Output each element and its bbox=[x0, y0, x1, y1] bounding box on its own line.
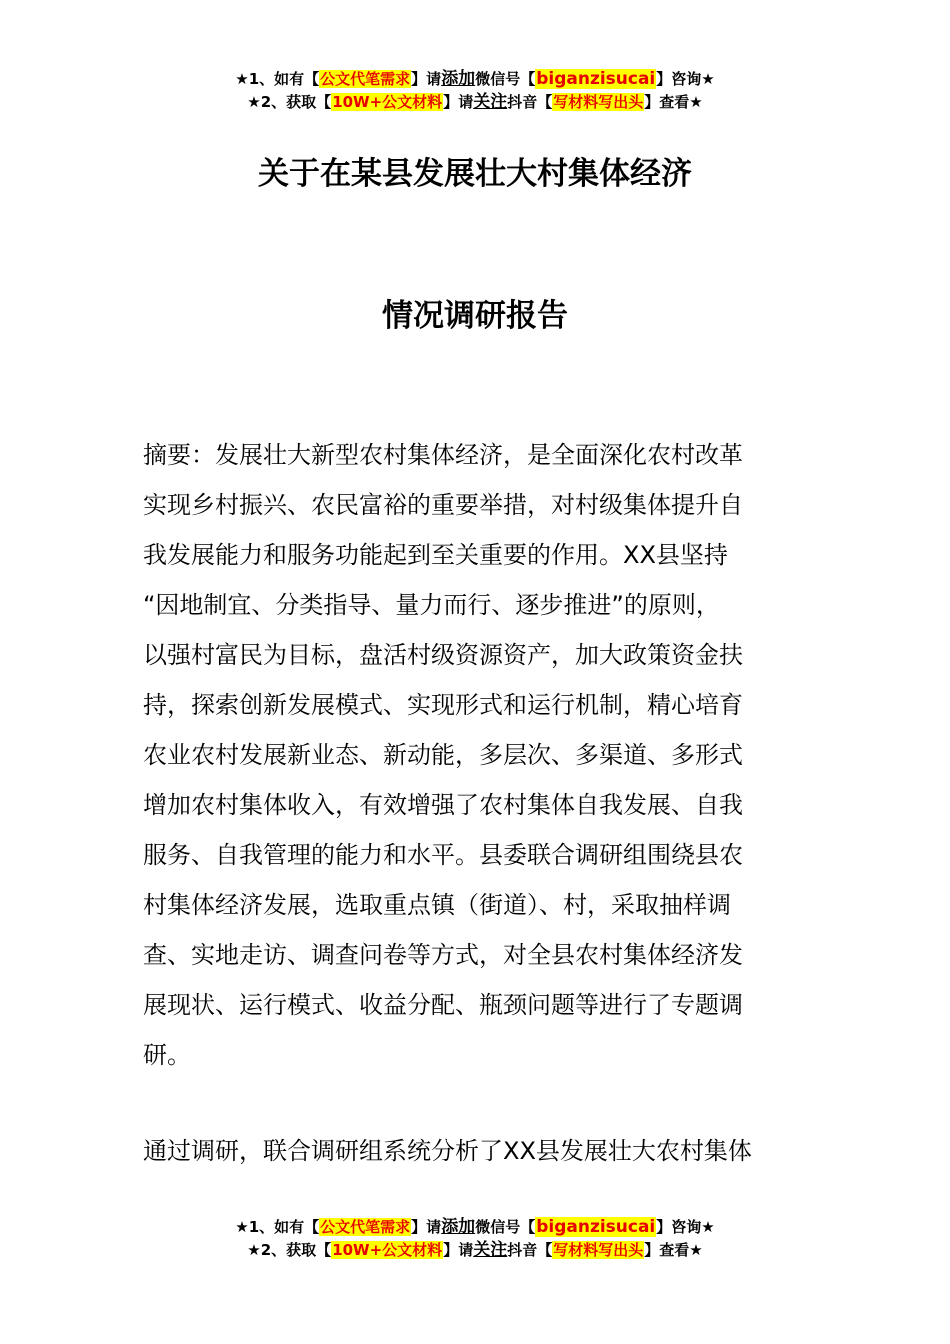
promo-text: 微信号【 bbox=[475, 70, 536, 88]
paragraph-line: 服务、自我管理的能力和水平。县委联合调研组围绕县农 bbox=[143, 841, 743, 869]
promo-text: 】请 bbox=[411, 70, 442, 88]
promo-text: 】查看★ bbox=[644, 1241, 703, 1259]
promo-highlight-douyin: 写材料写出头 bbox=[553, 93, 644, 111]
paragraph-line: 农业农村发展新业态、新动能，多层次、多渠道、多形式 bbox=[143, 741, 743, 769]
promo-highlight-materials: 10W+公文材料 bbox=[332, 1241, 443, 1259]
promo-highlight-douyin: 写材料写出头 bbox=[553, 1241, 644, 1259]
promo-text: 微信号【 bbox=[475, 1218, 536, 1236]
promo-footer-bottom bbox=[0, 1216, 950, 1262]
paragraph-line: 摘要：发展壮大新型农村集体经济，是全面深化农村改革 bbox=[143, 441, 743, 469]
promo-line-1 bbox=[0, 68, 950, 91]
promo-underlined-follow: 关注 bbox=[473, 1240, 508, 1260]
body-paragraph-2 bbox=[143, 1126, 807, 1176]
paragraph-line: 实现乡村振兴、农民富裕的重要举措，对村级集体提升自 bbox=[143, 491, 743, 519]
promo-underlined-add: 添加 bbox=[441, 69, 476, 89]
document-title-line-2: 情况调研报告 bbox=[382, 298, 568, 334]
promo-highlight-materials: 10W+公文材料 bbox=[332, 93, 443, 111]
promo-highlight-service: 公文代笔需求 bbox=[320, 70, 411, 88]
promo-highlight-wechat-id: biganzisucai bbox=[536, 1217, 656, 1237]
paragraph-line: 持，探索创新发展模式、实现形式和运行机制，精心培育 bbox=[143, 691, 743, 719]
promo-text: ★2、获取【 bbox=[247, 93, 332, 111]
promo-underlined-follow: 关注 bbox=[473, 92, 508, 112]
promo-text: 抖音【 bbox=[507, 93, 553, 111]
promo-line-2 bbox=[0, 1239, 950, 1262]
promo-text: ★1、如有【 bbox=[235, 1218, 320, 1236]
promo-text: 抖音【 bbox=[507, 1241, 553, 1259]
promo-underlined-add: 添加 bbox=[441, 1217, 476, 1237]
paragraph-line: 以强村富民为目标，盘活村级资源资产，加大政策资金扶 bbox=[143, 641, 743, 669]
paragraph-line: 我发展能力和服务功能起到至关重要的作用。XX县坚持 bbox=[143, 541, 728, 569]
promo-text: ★1、如有【 bbox=[235, 70, 320, 88]
promo-text: 】咨询★ bbox=[656, 70, 715, 88]
promo-line-2 bbox=[0, 91, 950, 114]
promo-line-1 bbox=[0, 1216, 950, 1239]
paragraph-line: 查、实地走访、调查问卷等方式，对全县农村集体经济发 bbox=[143, 941, 743, 969]
promo-text: 】请 bbox=[443, 1241, 474, 1259]
promo-text: 】请 bbox=[411, 1218, 442, 1236]
paragraph-line: “因地制宜、分类指导、量力而行、逐步推进”的原则， bbox=[143, 591, 720, 619]
abstract-paragraph bbox=[143, 430, 807, 1080]
promo-text: 】查看★ bbox=[644, 93, 703, 111]
promo-highlight-service: 公文代笔需求 bbox=[320, 1218, 411, 1236]
paragraph-line: 通过调研，联合调研组系统分析了XX县发展壮大农村集体 bbox=[143, 1137, 752, 1165]
promo-text: 】咨询★ bbox=[656, 1218, 715, 1236]
paragraph-line: 增加农村集体收入，有效增强了农村集体自我发展、自我 bbox=[143, 791, 743, 819]
paragraph-line: 展现状、运行模式、收益分配、瓶颈问题等进行了专题调 bbox=[143, 991, 743, 1019]
promo-header-top bbox=[0, 68, 950, 114]
paragraph-line: 村集体经济发展，选取重点镇（街道）、村，采取抽样调 bbox=[143, 891, 731, 919]
paragraph-line: 研。 bbox=[143, 1041, 191, 1069]
promo-text: 】请 bbox=[443, 93, 474, 111]
document-title-line-1: 关于在某县发展壮大村集体经济 bbox=[258, 156, 692, 192]
promo-text: ★2、获取【 bbox=[247, 1241, 332, 1259]
promo-highlight-wechat-id: biganzisucai bbox=[536, 69, 656, 89]
